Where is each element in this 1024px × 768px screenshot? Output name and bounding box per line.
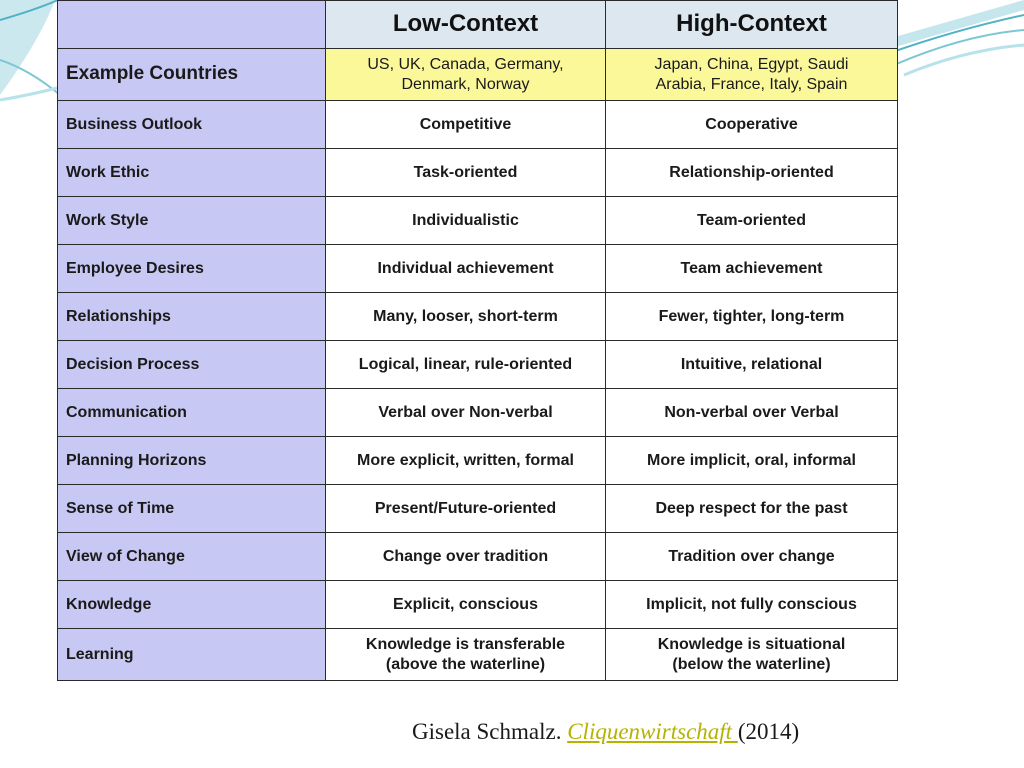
high-countries-line-1: Japan, China, Egypt, Saudi — [654, 55, 849, 73]
high-learning-line-2: (below the waterline) — [672, 655, 831, 673]
high-context-value: More implicit, oral, informal — [606, 437, 898, 485]
table-row — [58, 485, 898, 533]
low-learning-line-2: (above the waterline) — [385, 655, 546, 673]
high-context-value: Tradition over change — [606, 533, 898, 581]
citation-link[interactable]: Cliquenwirtschaft — [567, 719, 738, 744]
low-context-countries — [326, 49, 606, 101]
row-label: Employee Desires — [58, 245, 326, 293]
table-row — [58, 293, 898, 341]
header-low-context: Low-Context — [326, 1, 606, 49]
citation-year: (2014) — [737, 719, 800, 744]
table-row — [58, 149, 898, 197]
learning-row — [58, 629, 898, 681]
header-blank-cell — [58, 1, 326, 49]
table-row — [58, 101, 898, 149]
low-context-value: Competitive — [326, 101, 606, 149]
high-context-countries — [606, 49, 898, 101]
low-context-learning — [326, 629, 606, 681]
decorative-wave-right — [884, 0, 1024, 110]
high-context-value: Team achievement — [606, 245, 898, 293]
low-context-value: Task-oriented — [326, 149, 606, 197]
low-learning-line-1: Knowledge is transferable — [365, 636, 566, 654]
low-context-value: Many, looser, short-term — [326, 293, 606, 341]
row-label: Communication — [58, 389, 326, 437]
low-context-value: Individual achievement — [326, 245, 606, 293]
low-context-value: Verbal over Non-verbal — [326, 389, 606, 437]
row-label: Decision Process — [58, 341, 326, 389]
low-countries-line-2: Denmark, Norway — [401, 75, 530, 93]
low-context-value: More explicit, written, formal — [326, 437, 606, 485]
low-context-value: Individualistic — [326, 197, 606, 245]
table-row — [58, 245, 898, 293]
low-context-value: Present/Future-oriented — [326, 485, 606, 533]
row-label: Relationships — [58, 293, 326, 341]
table-header-row — [58, 1, 898, 49]
low-countries-line-1: US, UK, Canada, Germany, — [367, 55, 564, 73]
high-context-value: Implicit, not fully conscious — [606, 581, 898, 629]
header-high-context: High-Context — [606, 1, 898, 49]
citation — [412, 719, 799, 745]
high-context-value: Non-verbal over Verbal — [606, 389, 898, 437]
table-row — [58, 533, 898, 581]
high-context-value: Relationship-oriented — [606, 149, 898, 197]
row-label: Business Outlook — [58, 101, 326, 149]
low-context-value: Change over tradition — [326, 533, 606, 581]
row-label: Work Ethic — [58, 149, 326, 197]
low-context-value: Explicit, conscious — [326, 581, 606, 629]
row-label: View of Change — [58, 533, 326, 581]
citation-author: Gisela Schmalz. — [412, 719, 562, 744]
table-row — [58, 581, 898, 629]
table-row — [58, 197, 898, 245]
table-row — [58, 437, 898, 485]
context-comparison-table — [57, 0, 898, 681]
high-context-value: Fewer, tighter, long-term — [606, 293, 898, 341]
learning-label: Learning — [58, 629, 326, 681]
low-context-value: Logical, linear, rule-oriented — [326, 341, 606, 389]
high-learning-line-1: Knowledge is situational — [657, 636, 846, 654]
table-row — [58, 341, 898, 389]
high-context-value: Cooperative — [606, 101, 898, 149]
high-context-value: Deep respect for the past — [606, 485, 898, 533]
high-context-value: Team-oriented — [606, 197, 898, 245]
high-context-value: Intuitive, relational — [606, 341, 898, 389]
high-countries-line-2: Arabia, France, Italy, Spain — [655, 75, 848, 93]
example-countries-row — [58, 49, 898, 101]
row-label: Work Style — [58, 197, 326, 245]
high-context-learning — [606, 629, 898, 681]
row-label: Sense of Time — [58, 485, 326, 533]
example-countries-label: Example Countries — [58, 49, 326, 101]
row-label: Knowledge — [58, 581, 326, 629]
table-row — [58, 389, 898, 437]
row-label: Planning Horizons — [58, 437, 326, 485]
